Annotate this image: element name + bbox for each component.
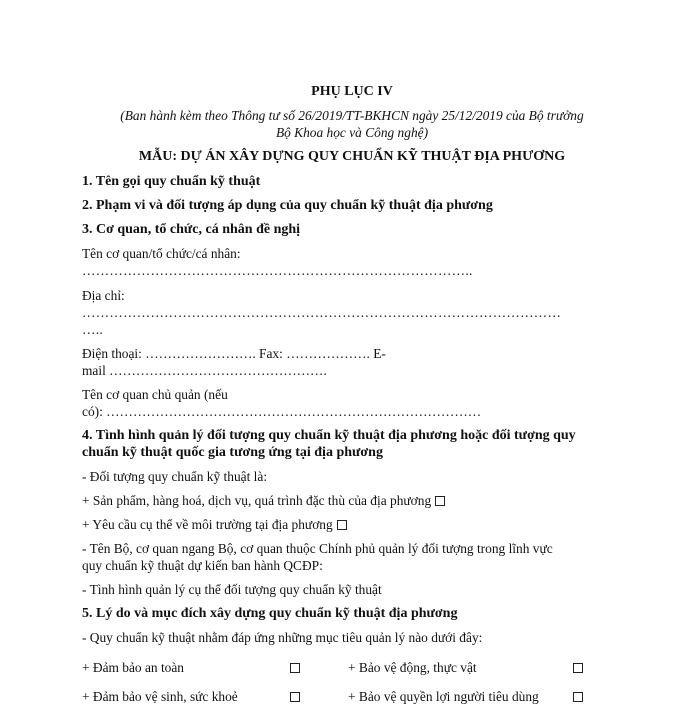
parent-org-label bbox=[82, 386, 228, 403]
option-environment-row bbox=[82, 516, 347, 533]
goal-safety-label: + Đảm bảo an toàn bbox=[82, 660, 184, 675]
management-status-line: - Tình hình quản lý cụ thể đối tượng quy chuẩn kỹ thuật bbox=[82, 582, 382, 597]
goal-consumer-checkbox[interactable] bbox=[573, 692, 583, 702]
option-products-checkbox[interactable] bbox=[435, 496, 445, 506]
subtitle-line-1: (Ban hành kèm theo Thông tư số 26/2019/TT-BKHCN ngày 25/12/2019 của Bộ trưởng bbox=[120, 108, 584, 123]
form-title: MẪU: DỰ ÁN XÂY DỰNG QUY CHUẨN KỸ THUẬT ĐỊA PHƯƠNG bbox=[138, 149, 566, 164]
goal-safety-checkbox[interactable] bbox=[290, 663, 300, 673]
org-name-field[interactable]: ………………………………………………………………………….. bbox=[82, 263, 473, 278]
section-3-heading: 3. Cơ quan, tổ chức, cá nhân đề nghị bbox=[82, 222, 301, 237]
address-field[interactable]: …………………………………………………………………………………………… bbox=[82, 305, 562, 320]
section-4-heading-line-2: chuẩn kỹ thuật quốc gia tương ứng tại địa phương bbox=[82, 445, 383, 460]
goal-hygiene-checkbox[interactable] bbox=[290, 692, 300, 702]
goal-consumer-label: + Bảo vệ quyền lợi người tiêu dùng bbox=[348, 689, 539, 704]
email-field[interactable]: mail …………………………………………. bbox=[82, 363, 327, 378]
org-name-label: Tên cơ quan/tổ chức/cá nhân: bbox=[82, 246, 241, 261]
option-environment-label: + Yêu cầu cụ thể về môi trường tại địa phương bbox=[82, 517, 333, 532]
object-type-label: - Đối tượng quy chuẩn kỹ thuật là: bbox=[82, 469, 268, 484]
phone-fax-email-line[interactable]: Điện thoại: ……………………. Fax: ………………. E- bbox=[82, 346, 386, 361]
address-label: Địa chỉ: bbox=[82, 288, 125, 303]
parent-org-label-text: Tên cơ quan chủ quản (nếu bbox=[82, 387, 228, 402]
goal-animals-label: + Bảo vệ động, thực vật bbox=[348, 660, 477, 675]
goal-animals-checkbox[interactable] bbox=[573, 663, 583, 673]
ministry-line-1: - Tên Bộ, cơ quan ngang Bộ, cơ quan thuộc Chính phủ quản lý đối tượng trong lĩnh vực bbox=[82, 541, 553, 556]
option-products-row bbox=[82, 492, 445, 509]
section-5-heading: 5. Lý do và mục đích xây dựng quy chuẩn kỹ thuật địa phương bbox=[82, 606, 458, 621]
section-2-heading: 2. Phạm vi và đối tượng áp dụng của quy chuẩn kỹ thuật địa phương bbox=[82, 198, 493, 213]
goal-hygiene-label: + Đảm bảo vệ sinh, sức khoẻ bbox=[82, 689, 238, 704]
subtitle-line-2: Bộ Khoa học và Công nghệ) bbox=[275, 125, 429, 140]
option-products-label: + Sản phẩm, hàng hoá, dịch vụ, quá trình đặc thù của địa phương bbox=[82, 493, 432, 508]
section-1-heading: 1. Tên gọi quy chuẩn kỹ thuật bbox=[82, 174, 261, 189]
appendix-title: PHỤ LỤC IV bbox=[311, 84, 393, 99]
parent-org-field[interactable]: có): ………………………………………………………………………… bbox=[82, 404, 482, 419]
option-environment-checkbox[interactable] bbox=[337, 520, 347, 530]
section-4-heading-line-1: 4. Tình hình quản lý đối tượng quy chuẩn kỹ thuật địa phương hoặc đối tượng quy bbox=[82, 428, 576, 443]
ministry-line-2: quy chuẩn kỹ thuật dự kiến ban hành QCĐP: bbox=[82, 558, 323, 573]
address-field-continued[interactable]: ….. bbox=[82, 322, 103, 337]
goals-intro: - Quy chuẩn kỹ thuật nhằm đáp ứng những mục tiêu quản lý nào dưới đây: bbox=[82, 630, 483, 645]
